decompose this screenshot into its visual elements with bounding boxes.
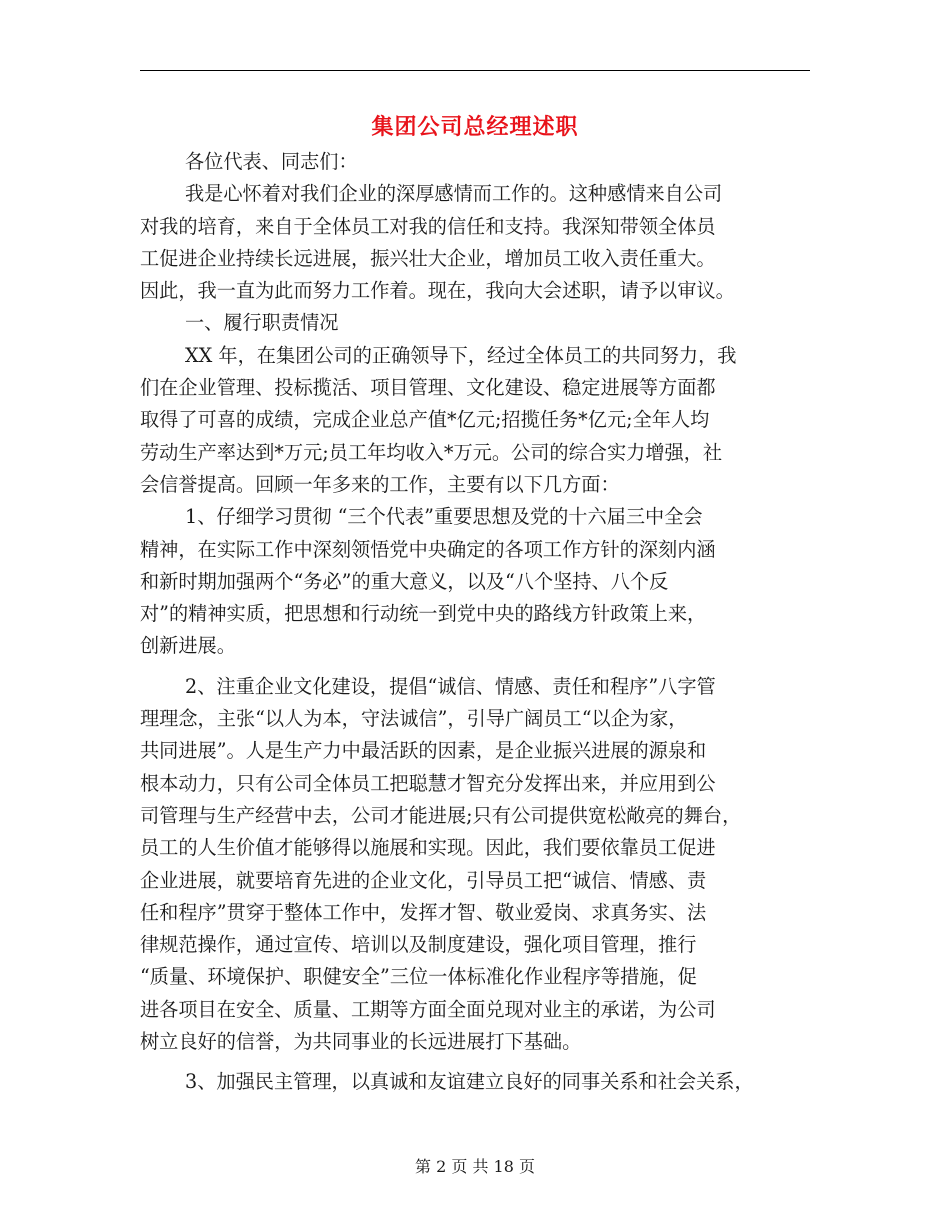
paragraph-line: 根本动力，只有公司全体员工把聪慧才智充分发挥出来，并应用到公 bbox=[140, 771, 716, 795]
document-body bbox=[140, 146, 815, 1099]
document-title: 集团公司总经理述职 bbox=[371, 115, 579, 140]
paragraph-line: 我是心怀着对我们企业的深厚感情而工作的。这种感情来自公司 bbox=[185, 182, 723, 206]
paragraph-line: 员工的人生价值才能够得以施展和实现。因此，我们要依靠员工促进 bbox=[140, 836, 716, 860]
paragraph-line: 律规范操作，通过宣传、培训以及制度建设，强化项目管理，推行 bbox=[140, 933, 697, 957]
paragraph-line: 因此，我一直为此而努力工作着。现在，我向大会述职，请予以审议。 bbox=[140, 279, 735, 303]
paragraph-line: 对我的培育，来自于全体员工对我的信任和支持。我深知带领全体员 bbox=[140, 214, 716, 238]
paragraph-line: 进各项目在安全、质量、工期等方面全面兑现对业主的承诺，为公司 bbox=[140, 997, 716, 1021]
paragraph-line: 和新时期加强两个“务必”的重大意义，以及“八个坚持、八个反 bbox=[140, 569, 669, 593]
header-rule bbox=[140, 70, 810, 71]
paragraph-line: “质量、环境保护、职健安全”三位一体标准化作业程序等措施，促 bbox=[140, 965, 697, 989]
paragraph-line: 理理念，主张“以人为本，守法诚信”，引导广阔员工“以企为家， bbox=[140, 707, 688, 731]
salutation-line: 各位代表、同志们： bbox=[185, 150, 358, 173]
paragraph-line: 司管理与生产经营中去，公司才能进展;只有公司提供宽松敞亮的舞台， bbox=[140, 803, 742, 827]
paragraph-line: 劳动生产率达到*万元;员工年均收入*万元。公司的综合实力增强，社 bbox=[140, 440, 723, 464]
paragraph-line: 创新进展。 bbox=[140, 634, 236, 658]
paragraph-line: 1、仔细学习贯彻 “三个代表”重要思想及党的十六届三中全会 bbox=[185, 505, 703, 529]
paragraph-line: 取得了可喜的成绩，完成企业总产值*亿元;招揽任务*亿元;全年人均 bbox=[140, 408, 710, 432]
paragraph-line: 们在企业管理、投标揽活、项目管理、文化建设、稳定进展等方面都 bbox=[140, 376, 716, 400]
paragraph-line: 精神，在实际工作中深刻领悟党中央确定的各项工作方针的深刻内涵 bbox=[140, 537, 716, 561]
paragraph-line: 会信誉提高。回顾一年多来的工作，主要有以下几方面： bbox=[140, 472, 620, 496]
paragraph-line: 对”的精神实质，把思想和行动统一到党中央的路线方针政策上来， bbox=[140, 602, 707, 626]
paragraph-line: 任和程序”贯穿于整体工作中，发挥才智、敬业爱岗、求真务实、法 bbox=[140, 900, 707, 924]
paragraph-line: 共同进展”。人是生产力中最活跃的因素，是企业振兴进展的源泉和 bbox=[140, 739, 707, 763]
paragraph-line: 企业进展，就要培育先进的企业文化，引导员工把“诚信、情感、责 bbox=[140, 868, 707, 892]
paragraph-line: XX 年，在集团公司的正确领导下，经过全体员工的共同努力，我 bbox=[185, 343, 737, 367]
section-heading: 一、履行职责情况 bbox=[185, 311, 339, 335]
page-footer: 第 2 页 共 18 页 bbox=[415, 1157, 535, 1176]
paragraph-line: 树立良好的信誉，为共同事业的长远进展打下基础。 bbox=[140, 1030, 582, 1054]
paragraph-line: 3、加强民主管理，以真诚和友谊建立良好的同事关系和社会关系， bbox=[185, 1070, 754, 1094]
paragraph-line: 2、注重企业文化建设，提倡“诚信、情感、责任和程序”八字管 bbox=[185, 674, 716, 698]
paragraph-line: 工促进企业持续长远进展，振兴壮大企业，增加员工收入责任重大。 bbox=[140, 246, 716, 270]
